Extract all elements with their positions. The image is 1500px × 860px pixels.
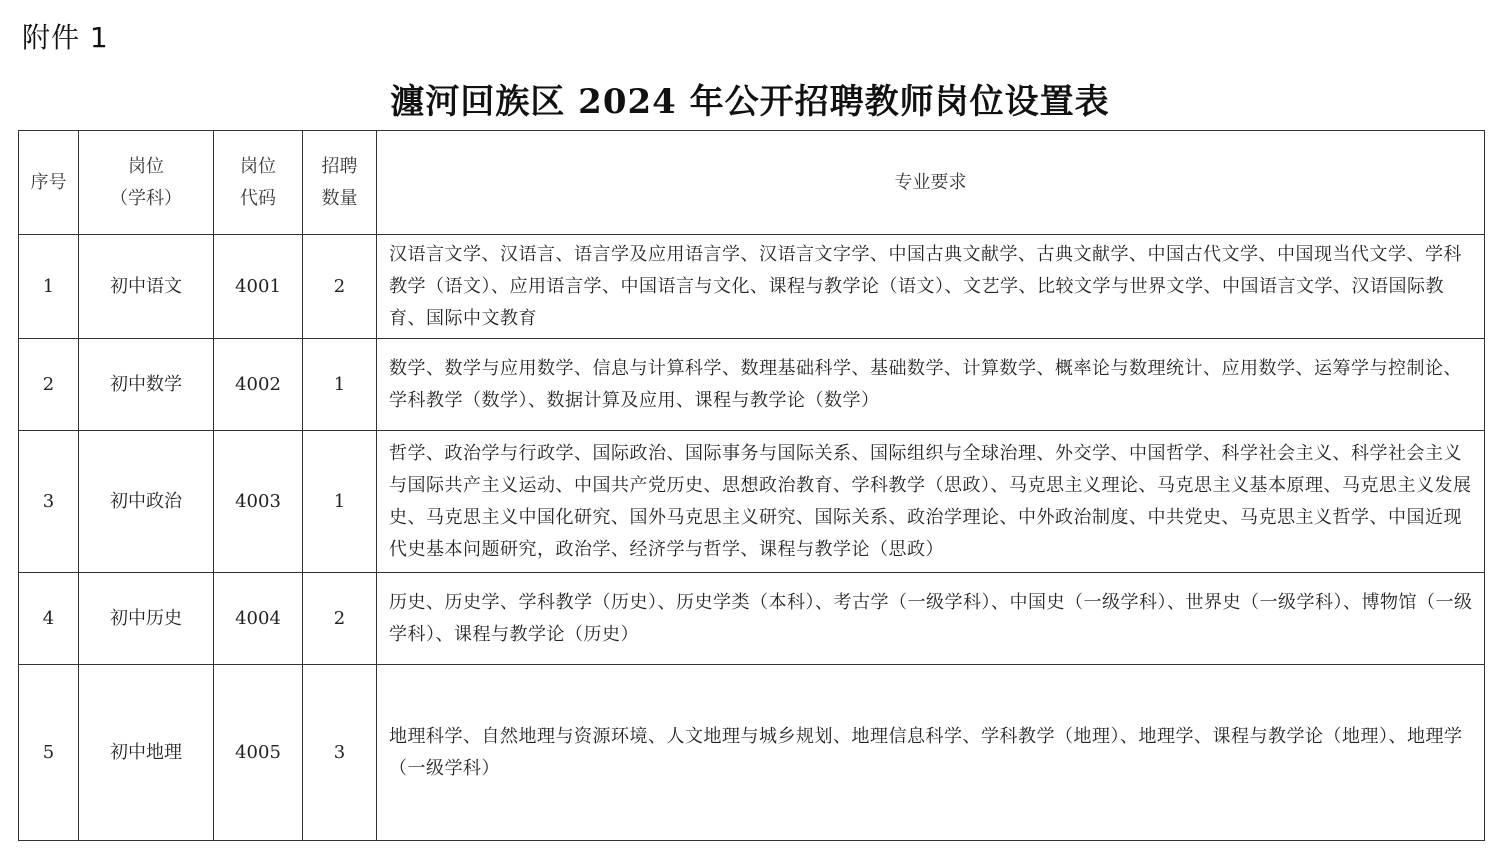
header-code (214, 131, 303, 235)
row-post: 初中数学 (79, 339, 214, 431)
row-post: 初中地理 (79, 665, 214, 841)
table-row (19, 665, 1485, 841)
table-row (19, 339, 1485, 431)
recruitment-table (18, 130, 1485, 841)
header-row (19, 131, 1485, 235)
attachment-label: 附件 1 (22, 21, 109, 54)
row-code: 4004 (214, 573, 303, 665)
row-seq: 5 (19, 665, 79, 841)
header-requirement: 专业要求 (377, 131, 1485, 235)
row-seq: 4 (19, 573, 79, 665)
row-requirement: 地理科学、自然地理与资源环境、人文地理与城乡规划、地理信息科学、学科教学（地理）、地理学、课程与教学论（地理）、地理学（一级学科） (377, 665, 1485, 841)
row-requirement: 汉语言文学、汉语言、语言学及应用语言学、汉语言文字学、中国古典文献学、古典文献学、中国古代文学、中国现当代文学、学科教学（语文）、应用语言学、中国语言与文化、课程与教学论（语文）、文艺学、比较文学与世界文学、中国语言文学、汉语国际教育、国际中文教育 (377, 235, 1485, 339)
row-code: 4002 (214, 339, 303, 431)
header-seq-label: 序号 (30, 171, 67, 193)
header-post-line2: （学科） (110, 187, 182, 209)
page-title: 瀍河回族区 2024 年公开招聘教师岗位设置表 (390, 82, 1110, 122)
table-row (19, 573, 1485, 665)
row-seq: 1 (19, 235, 79, 339)
row-count: 3 (303, 665, 377, 841)
row-count: 2 (303, 235, 377, 339)
row-count: 2 (303, 573, 377, 665)
row-seq: 3 (19, 431, 79, 573)
row-code: 4001 (214, 235, 303, 339)
header-seq (19, 131, 79, 235)
row-post: 初中历史 (79, 573, 214, 665)
row-code: 4005 (214, 665, 303, 841)
row-count: 1 (303, 339, 377, 431)
header-count-label: 招聘数量 (321, 155, 358, 209)
row-requirement: 历史、历史学、学科教学（历史）、历史学类（本科）、考古学（一级学科）、中国史（一级学科）、世界史（一级学科）、博物馆（一级学科）、课程与教学论（历史） (377, 573, 1485, 665)
header-post-line1: 岗位 (128, 155, 164, 177)
table-row (19, 235, 1485, 339)
row-requirement: 数学、数学与应用数学、信息与计算科学、数理基础科学、基础数学、计算数学、概率论与数理统计、应用数学、运筹学与控制论、学科教学（数学）、数据计算及应用、课程与教学论（数学） (377, 339, 1485, 431)
row-count: 1 (303, 431, 377, 573)
table-row (19, 431, 1485, 573)
header-count (303, 131, 377, 235)
header-code-label: 岗位代码 (240, 155, 276, 209)
row-seq: 2 (19, 339, 79, 431)
header-post (79, 131, 214, 235)
row-post: 初中政治 (79, 431, 214, 573)
row-post: 初中语文 (79, 235, 214, 339)
row-requirement: 哲学、政治学与行政学、国际政治、国际事务与国际关系、国际组织与全球治理、外交学、中国哲学、科学社会主义、科学社会主义与国际共产主义运动、中国共产党历史、思想政治教育、学科教学（思政）、马克思主义理论、马克思主义基本原理、马克思主义发展史、马克思主义中国化研究、国外马克思主义研究、国际关系、政治学理论、中外政治制度、中共党史、马克思主义哲学、中国近现代史基本问题研究，政治学、经济学与哲学、课程与教学论（思政） (377, 431, 1485, 573)
row-code: 4003 (214, 431, 303, 573)
